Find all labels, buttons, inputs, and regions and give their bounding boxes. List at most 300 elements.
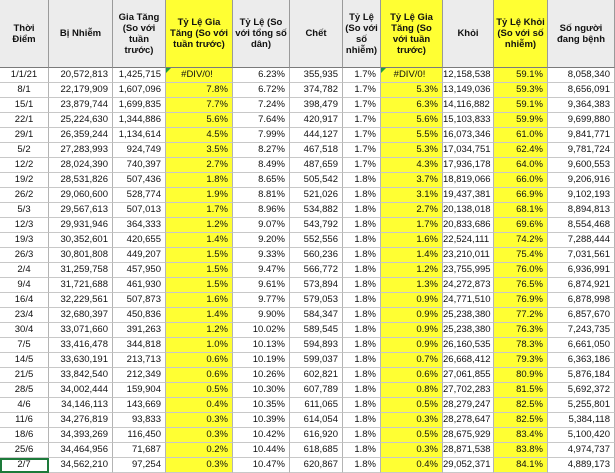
column-header-death-rate[interactable]: Tỷ Lệ (So với số nhiễm) [343, 0, 381, 68]
cell-population-rate[interactable]: 10.19% [233, 353, 290, 368]
cell-deaths[interactable]: 589,545 [290, 323, 343, 338]
cell-time[interactable]: 12/3 [0, 218, 49, 233]
cell-increase-rate[interactable]: 7.8% [166, 83, 233, 98]
cell-infected[interactable]: 29,060,600 [49, 188, 113, 203]
cell-time[interactable]: 19/3 [0, 233, 49, 248]
cell-recovered[interactable]: 22,524,111 [443, 233, 494, 248]
cell-population-rate[interactable]: 10.35% [233, 398, 290, 413]
cell-population-rate[interactable]: 9.33% [233, 248, 290, 263]
cell-active-cases[interactable]: 5,692,372 [548, 383, 615, 398]
cell-recovery-rate[interactable]: 69.6% [494, 218, 548, 233]
cell-infected[interactable]: 34,393,269 [49, 428, 113, 443]
cell-increase[interactable]: 391,263 [113, 323, 166, 338]
cell-deaths[interactable]: 444,127 [290, 128, 343, 143]
cell-increase[interactable]: 93,833 [113, 413, 166, 428]
cell-increase-rate[interactable]: 0.6% [166, 368, 233, 383]
cell-increase-rate[interactable]: 1.9% [166, 188, 233, 203]
cell-recovered[interactable]: 27,702,283 [443, 383, 494, 398]
cell-deaths[interactable]: 620,867 [290, 458, 343, 473]
cell-deaths[interactable]: 543,792 [290, 218, 343, 233]
cell-time[interactable]: 5/3 [0, 203, 49, 218]
cell-increase-rate[interactable]: 0.2% [166, 443, 233, 458]
cell-deaths[interactable]: 594,893 [290, 338, 343, 353]
cell-recovered[interactable]: 28,871,538 [443, 443, 494, 458]
cell-active-cases[interactable]: 6,874,921 [548, 278, 615, 293]
cell-increase[interactable]: 143,669 [113, 398, 166, 413]
cell-recovered[interactable]: 24,272,873 [443, 278, 494, 293]
cell-infected[interactable]: 22,179,909 [49, 83, 113, 98]
cell-recovery-rate[interactable]: 83.8% [494, 443, 548, 458]
cell-death-rate[interactable]: 1.8% [343, 308, 381, 323]
cell-infected[interactable]: 28,024,390 [49, 158, 113, 173]
cell-active-cases[interactable]: 9,699,880 [548, 113, 615, 128]
cell-time[interactable]: 21/5 [0, 368, 49, 383]
cell-active-cases[interactable]: 8,894,813 [548, 203, 615, 218]
cell-deaths[interactable]: 618,685 [290, 443, 343, 458]
cell-death-increase-rate[interactable]: 0.4% [381, 458, 443, 473]
cell-active-cases[interactable]: 5,876,184 [548, 368, 615, 383]
cell-deaths[interactable]: 566,772 [290, 263, 343, 278]
column-header-increase[interactable]: Gia Tăng (So với tuần trước) [113, 0, 166, 68]
cell-infected[interactable]: 30,352,601 [49, 233, 113, 248]
cell-recovery-rate[interactable]: 66.0% [494, 173, 548, 188]
cell-deaths[interactable]: 579,053 [290, 293, 343, 308]
cell-time[interactable]: 15/1 [0, 98, 49, 113]
cell-increase-rate[interactable]: 0.3% [166, 428, 233, 443]
cell-infected[interactable]: 20,572,813 [49, 68, 113, 83]
cell-increase[interactable]: 461,930 [113, 278, 166, 293]
cell-death-rate[interactable]: 1.7% [343, 128, 381, 143]
cell-time[interactable]: 23/4 [0, 308, 49, 323]
cell-recovery-rate[interactable]: 76.9% [494, 293, 548, 308]
cell-death-increase-rate[interactable]: 5.3% [381, 83, 443, 98]
cell-death-rate[interactable]: 1.8% [343, 398, 381, 413]
cell-increase[interactable]: 507,436 [113, 173, 166, 188]
cell-active-cases[interactable]: 6,857,670 [548, 308, 615, 323]
cell-population-rate[interactable]: 8.81% [233, 188, 290, 203]
cell-deaths[interactable]: 355,935 [290, 68, 343, 83]
cell-population-rate[interactable]: 8.65% [233, 173, 290, 188]
cell-increase[interactable]: 420,655 [113, 233, 166, 248]
cell-time[interactable]: 25/6 [0, 443, 49, 458]
cell-population-rate[interactable]: 10.02% [233, 323, 290, 338]
cell-death-increase-rate[interactable]: 0.9% [381, 308, 443, 323]
cell-death-increase-rate[interactable]: 3.1% [381, 188, 443, 203]
cell-time[interactable]: 22/1 [0, 113, 49, 128]
cell-deaths[interactable]: 467,518 [290, 143, 343, 158]
cell-recovery-rate[interactable]: 84.1% [494, 458, 548, 473]
cell-increase[interactable]: 528,774 [113, 188, 166, 203]
cell-recovery-rate[interactable]: 68.1% [494, 203, 548, 218]
cell-time[interactable]: 14/5 [0, 353, 49, 368]
cell-recovered[interactable]: 13,149,036 [443, 83, 494, 98]
cell-infected[interactable]: 34,464,956 [49, 443, 113, 458]
cell-increase[interactable]: 364,333 [113, 218, 166, 233]
cell-active-cases[interactable]: 4,974,737 [548, 443, 615, 458]
cell-increase[interactable]: 212,349 [113, 368, 166, 383]
cell-infected[interactable]: 32,680,397 [49, 308, 113, 323]
cell-active-cases[interactable]: 6,363,186 [548, 353, 615, 368]
cell-increase[interactable]: 71,687 [113, 443, 166, 458]
cell-time[interactable]: 8/1 [0, 83, 49, 98]
cell-increase-rate[interactable]: 1.7% [166, 203, 233, 218]
cell-population-rate[interactable]: 10.39% [233, 413, 290, 428]
cell-deaths[interactable]: 534,882 [290, 203, 343, 218]
cell-infected[interactable]: 29,567,613 [49, 203, 113, 218]
cell-infected[interactable]: 34,146,113 [49, 398, 113, 413]
cell-increase-rate[interactable]: 1.5% [166, 278, 233, 293]
cell-population-rate[interactable]: 8.96% [233, 203, 290, 218]
cell-infected[interactable]: 32,229,561 [49, 293, 113, 308]
cell-recovered[interactable]: 26,160,535 [443, 338, 494, 353]
cell-infected[interactable]: 34,002,444 [49, 383, 113, 398]
cell-death-rate[interactable]: 1.7% [343, 113, 381, 128]
column-header-population-rate[interactable]: Tỷ Lệ (So với tổng số dân) [233, 0, 290, 68]
cell-recovery-rate[interactable]: 82.5% [494, 413, 548, 428]
cell-deaths[interactable]: 599,037 [290, 353, 343, 368]
cell-recovery-rate[interactable]: 74.2% [494, 233, 548, 248]
cell-time[interactable]: 7/5 [0, 338, 49, 353]
cell-recovered[interactable]: 27,061,855 [443, 368, 494, 383]
cell-infected[interactable]: 26,359,244 [49, 128, 113, 143]
cell-death-increase-rate[interactable]: 1.4% [381, 248, 443, 263]
cell-time[interactable]: 4/6 [0, 398, 49, 413]
cell-population-rate[interactable]: 8.27% [233, 143, 290, 158]
cell-increase[interactable]: 507,873 [113, 293, 166, 308]
cell-active-cases[interactable]: 8,656,091 [548, 83, 615, 98]
cell-death-increase-rate[interactable]: 0.7% [381, 353, 443, 368]
cell-recovery-rate[interactable]: 76.5% [494, 278, 548, 293]
cell-time[interactable]: 2/4 [0, 263, 49, 278]
cell-increase[interactable]: 213,713 [113, 353, 166, 368]
cell-population-rate[interactable]: 9.20% [233, 233, 290, 248]
cell-increase-rate[interactable]: 1.5% [166, 263, 233, 278]
cell-recovery-rate[interactable]: 81.5% [494, 383, 548, 398]
cell-increase[interactable]: 450,836 [113, 308, 166, 323]
cell-population-rate[interactable]: 6.23% [233, 68, 290, 83]
cell-active-cases[interactable]: 6,878,998 [548, 293, 615, 308]
cell-population-rate[interactable]: 7.24% [233, 98, 290, 113]
cell-increase-rate[interactable]: 1.8% [166, 173, 233, 188]
cell-infected[interactable]: 25,224,630 [49, 113, 113, 128]
cell-recovered[interactable]: 17,936,178 [443, 158, 494, 173]
cell-increase-rate[interactable]: 1.2% [166, 218, 233, 233]
cell-time[interactable]: 2/7 [0, 458, 49, 473]
cell-time[interactable]: 26/3 [0, 248, 49, 263]
cell-recovery-rate[interactable]: 62.4% [494, 143, 548, 158]
cell-death-rate[interactable]: 1.8% [343, 293, 381, 308]
cell-death-rate[interactable]: 1.8% [343, 383, 381, 398]
cell-recovered[interactable]: 24,771,510 [443, 293, 494, 308]
cell-death-rate[interactable]: 1.8% [343, 413, 381, 428]
cell-recovery-rate[interactable]: 59.3% [494, 83, 548, 98]
cell-time[interactable]: 1/1/21 [0, 68, 49, 83]
cell-recovered[interactable]: 23,755,995 [443, 263, 494, 278]
cell-recovery-rate[interactable]: 82.5% [494, 398, 548, 413]
cell-death-rate[interactable]: 1.7% [343, 158, 381, 173]
cell-deaths[interactable]: 505,542 [290, 173, 343, 188]
cell-recovery-rate[interactable]: 59.1% [494, 68, 548, 83]
cell-population-rate[interactable]: 7.99% [233, 128, 290, 143]
cell-deaths[interactable]: 573,894 [290, 278, 343, 293]
cell-death-rate[interactable]: 1.8% [343, 428, 381, 443]
cell-recovery-rate[interactable]: 59.9% [494, 113, 548, 128]
cell-increase-rate[interactable]: 1.0% [166, 338, 233, 353]
cell-recovery-rate[interactable]: 61.0% [494, 128, 548, 143]
cell-active-cases[interactable]: 7,031,561 [548, 248, 615, 263]
cell-increase[interactable]: 740,397 [113, 158, 166, 173]
cell-population-rate[interactable]: 9.77% [233, 293, 290, 308]
cell-death-rate[interactable]: 1.8% [343, 368, 381, 383]
cell-recovery-rate[interactable]: 59.1% [494, 98, 548, 113]
cell-death-increase-rate[interactable]: 0.3% [381, 443, 443, 458]
cell-death-increase-rate[interactable]: 4.3% [381, 158, 443, 173]
cell-active-cases[interactable]: 9,102,193 [548, 188, 615, 203]
cell-death-increase-rate[interactable]: 3.7% [381, 173, 443, 188]
cell-death-rate[interactable]: 1.7% [343, 83, 381, 98]
cell-death-rate[interactable]: 1.7% [343, 143, 381, 158]
cell-infected[interactable]: 30,801,808 [49, 248, 113, 263]
cell-increase[interactable]: 1,699,835 [113, 98, 166, 113]
cell-time[interactable]: 9/4 [0, 278, 49, 293]
cell-recovered[interactable]: 19,437,381 [443, 188, 494, 203]
cell-increase-rate[interactable]: 4.5% [166, 128, 233, 143]
cell-recovery-rate[interactable]: 64.0% [494, 158, 548, 173]
cell-death-increase-rate[interactable]: 6.3% [381, 98, 443, 113]
cell-recovered[interactable]: 17,034,751 [443, 143, 494, 158]
cell-death-increase-rate[interactable]: 0.9% [381, 338, 443, 353]
cell-recovered[interactable]: 26,668,412 [443, 353, 494, 368]
cell-infected[interactable]: 28,531,826 [49, 173, 113, 188]
cell-death-rate[interactable]: 1.8% [343, 188, 381, 203]
cell-population-rate[interactable]: 9.90% [233, 308, 290, 323]
cell-deaths[interactable]: 616,920 [290, 428, 343, 443]
cell-recovery-rate[interactable]: 79.3% [494, 353, 548, 368]
cell-infected[interactable]: 33,416,478 [49, 338, 113, 353]
cell-recovery-rate[interactable]: 83.4% [494, 428, 548, 443]
cell-death-rate[interactable]: 1.8% [343, 173, 381, 188]
cell-death-increase-rate[interactable]: 5.6% [381, 113, 443, 128]
cell-deaths[interactable]: 487,659 [290, 158, 343, 173]
cell-increase[interactable]: 457,950 [113, 263, 166, 278]
cell-active-cases[interactable]: 9,600,553 [548, 158, 615, 173]
cell-death-rate[interactable]: 1.8% [343, 323, 381, 338]
cell-infected[interactable]: 33,630,191 [49, 353, 113, 368]
cell-recovered[interactable]: 28,279,247 [443, 398, 494, 413]
cell-death-increase-rate[interactable]: 0.5% [381, 428, 443, 443]
cell-increase[interactable]: 507,013 [113, 203, 166, 218]
cell-active-cases[interactable]: 5,100,420 [548, 428, 615, 443]
cell-deaths[interactable]: 602,821 [290, 368, 343, 383]
cell-time[interactable]: 18/6 [0, 428, 49, 443]
cell-death-rate[interactable]: 1.8% [343, 248, 381, 263]
cell-active-cases[interactable]: 9,841,771 [548, 128, 615, 143]
cell-recovered[interactable]: 28,675,929 [443, 428, 494, 443]
cell-active-cases[interactable]: 4,889,173 [548, 458, 615, 473]
cell-deaths[interactable]: 521,026 [290, 188, 343, 203]
cell-recovery-rate[interactable]: 66.9% [494, 188, 548, 203]
cell-population-rate[interactable]: 9.61% [233, 278, 290, 293]
cell-active-cases[interactable]: 7,288,444 [548, 233, 615, 248]
cell-active-cases[interactable]: 5,255,801 [548, 398, 615, 413]
column-header-recovered[interactable]: Khỏi [443, 0, 494, 68]
cell-recovered[interactable]: 29,052,371 [443, 458, 494, 473]
cell-recovery-rate[interactable]: 78.3% [494, 338, 548, 353]
cell-increase-rate[interactable]: 0.3% [166, 413, 233, 428]
column-header-active-cases[interactable]: Số người đang bệnh [548, 0, 615, 68]
cell-death-rate[interactable]: 1.8% [343, 203, 381, 218]
cell-death-rate[interactable]: 1.7% [343, 98, 381, 113]
cell-recovered[interactable]: 14,116,882 [443, 98, 494, 113]
cell-active-cases[interactable]: 6,661,050 [548, 338, 615, 353]
cell-increase-rate[interactable]: 7.7% [166, 98, 233, 113]
cell-increase[interactable]: 1,425,715 [113, 68, 166, 83]
cell-increase[interactable]: 97,254 [113, 458, 166, 473]
cell-recovery-rate[interactable]: 77.2% [494, 308, 548, 323]
cell-recovered[interactable]: 20,833,686 [443, 218, 494, 233]
cell-infected[interactable]: 23,879,744 [49, 98, 113, 113]
cell-death-increase-rate[interactable]: 0.9% [381, 293, 443, 308]
cell-recovery-rate[interactable]: 80.9% [494, 368, 548, 383]
cell-active-cases[interactable]: 7,243,735 [548, 323, 615, 338]
cell-time[interactable]: 26/2 [0, 188, 49, 203]
cell-death-increase-rate[interactable]: 0.9% [381, 323, 443, 338]
cell-death-increase-rate[interactable]: 0.3% [381, 413, 443, 428]
cell-death-increase-rate[interactable]: 2.7% [381, 203, 443, 218]
cell-increase-rate[interactable]: 1.4% [166, 308, 233, 323]
cell-time[interactable]: 28/5 [0, 383, 49, 398]
cell-death-rate[interactable]: 1.8% [343, 338, 381, 353]
cell-population-rate[interactable]: 10.47% [233, 458, 290, 473]
column-header-time[interactable]: Thời Điểm [0, 0, 49, 68]
cell-population-rate[interactable]: 10.26% [233, 368, 290, 383]
cell-increase[interactable]: 159,904 [113, 383, 166, 398]
cell-recovery-rate[interactable]: 75.4% [494, 248, 548, 263]
cell-active-cases[interactable]: 6,936,991 [548, 263, 615, 278]
cell-increase-rate[interactable]: 2.7% [166, 158, 233, 173]
cell-population-rate[interactable]: 6.72% [233, 83, 290, 98]
cell-time[interactable]: 19/2 [0, 173, 49, 188]
cell-death-rate[interactable]: 1.8% [343, 353, 381, 368]
cell-increase-rate[interactable]: 1.2% [166, 323, 233, 338]
cell-active-cases[interactable]: 5,384,118 [548, 413, 615, 428]
cell-death-increase-rate[interactable]: 5.5% [381, 128, 443, 143]
cell-death-increase-rate[interactable]: #DIV/0! [381, 68, 443, 83]
cell-increase[interactable]: 344,818 [113, 338, 166, 353]
cell-infected[interactable]: 33,071,660 [49, 323, 113, 338]
cell-death-rate[interactable]: 1.8% [343, 233, 381, 248]
cell-time[interactable]: 30/4 [0, 323, 49, 338]
cell-increase[interactable]: 116,450 [113, 428, 166, 443]
cell-increase-rate[interactable]: 1.6% [166, 293, 233, 308]
cell-death-rate[interactable]: 1.8% [343, 443, 381, 458]
cell-recovered[interactable]: 20,138,018 [443, 203, 494, 218]
cell-deaths[interactable]: 374,782 [290, 83, 343, 98]
cell-time[interactable]: 11/6 [0, 413, 49, 428]
cell-population-rate[interactable]: 9.07% [233, 218, 290, 233]
cell-recovered[interactable]: 15,103,833 [443, 113, 494, 128]
cell-death-increase-rate[interactable]: 1.7% [381, 218, 443, 233]
cell-deaths[interactable]: 560,236 [290, 248, 343, 263]
cell-time[interactable]: 16/4 [0, 293, 49, 308]
cell-increase-rate[interactable]: 0.6% [166, 353, 233, 368]
cell-time[interactable]: 5/2 [0, 143, 49, 158]
cell-deaths[interactable]: 611,065 [290, 398, 343, 413]
cell-population-rate[interactable]: 10.44% [233, 443, 290, 458]
column-header-recovery-rate[interactable]: Tỷ Lệ Khỏi (So với số nhiễm) [494, 0, 548, 68]
cell-infected[interactable]: 27,283,993 [49, 143, 113, 158]
cell-recovered[interactable]: 25,238,380 [443, 308, 494, 323]
cell-deaths[interactable]: 614,054 [290, 413, 343, 428]
cell-death-rate[interactable]: 1.8% [343, 218, 381, 233]
cell-infected[interactable]: 34,276,819 [49, 413, 113, 428]
cell-death-increase-rate[interactable]: 0.6% [381, 368, 443, 383]
cell-time[interactable]: 12/2 [0, 158, 49, 173]
cell-increase-rate[interactable]: 5.6% [166, 113, 233, 128]
cell-death-rate[interactable]: 1.8% [343, 278, 381, 293]
column-header-infected[interactable]: Bị Nhiễm [49, 0, 113, 68]
cell-recovered[interactable]: 16,073,346 [443, 128, 494, 143]
cell-increase-rate[interactable]: 0.3% [166, 458, 233, 473]
cell-death-increase-rate[interactable]: 0.8% [381, 383, 443, 398]
cell-infected[interactable]: 31,721,688 [49, 278, 113, 293]
cell-recovery-rate[interactable]: 76.0% [494, 263, 548, 278]
cell-population-rate[interactable]: 8.49% [233, 158, 290, 173]
cell-infected[interactable]: 31,259,758 [49, 263, 113, 278]
cell-population-rate[interactable]: 7.64% [233, 113, 290, 128]
cell-recovered[interactable]: 23,210,011 [443, 248, 494, 263]
cell-death-increase-rate[interactable]: 5.3% [381, 143, 443, 158]
cell-death-increase-rate[interactable]: 1.6% [381, 233, 443, 248]
cell-active-cases[interactable]: 8,058,340 [548, 68, 615, 83]
cell-increase[interactable]: 1,134,614 [113, 128, 166, 143]
column-header-deaths[interactable]: Chết [290, 0, 343, 68]
cell-death-increase-rate[interactable]: 1.2% [381, 263, 443, 278]
cell-infected[interactable]: 34,562,210 [49, 458, 113, 473]
cell-increase[interactable]: 1,607,096 [113, 83, 166, 98]
cell-recovered[interactable]: 18,819,066 [443, 173, 494, 188]
cell-increase-rate[interactable]: 1.5% [166, 248, 233, 263]
cell-death-rate[interactable]: 1.7% [343, 68, 381, 83]
column-header-increase-rate[interactable]: Tỷ Lệ Gia Tăng (So với tuần trước) [166, 0, 233, 68]
cell-deaths[interactable]: 607,789 [290, 383, 343, 398]
cell-increase-rate[interactable]: 0.5% [166, 383, 233, 398]
cell-recovered[interactable]: 12,158,538 [443, 68, 494, 83]
cell-population-rate[interactable]: 10.13% [233, 338, 290, 353]
cell-deaths[interactable]: 420,917 [290, 113, 343, 128]
cell-increase[interactable]: 924,749 [113, 143, 166, 158]
cell-death-increase-rate[interactable]: 0.5% [381, 398, 443, 413]
cell-increase-rate[interactable]: 0.4% [166, 398, 233, 413]
cell-active-cases[interactable]: 9,206,916 [548, 173, 615, 188]
cell-increase[interactable]: 449,207 [113, 248, 166, 263]
cell-deaths[interactable]: 398,479 [290, 98, 343, 113]
cell-active-cases[interactable]: 9,781,724 [548, 143, 615, 158]
cell-recovery-rate[interactable]: 76.3% [494, 323, 548, 338]
cell-death-increase-rate[interactable]: 1.3% [381, 278, 443, 293]
cell-infected[interactable]: 33,842,540 [49, 368, 113, 383]
cell-population-rate[interactable]: 10.42% [233, 428, 290, 443]
cell-increase-rate[interactable]: 3.5% [166, 143, 233, 158]
cell-death-rate[interactable]: 1.8% [343, 263, 381, 278]
cell-increase-rate[interactable]: 1.4% [166, 233, 233, 248]
cell-recovered[interactable]: 25,238,380 [443, 323, 494, 338]
cell-population-rate[interactable]: 10.30% [233, 383, 290, 398]
cell-infected[interactable]: 29,931,946 [49, 218, 113, 233]
cell-recovered[interactable]: 28,278,647 [443, 413, 494, 428]
cell-increase-rate[interactable]: #DIV/0! [166, 68, 233, 83]
cell-time[interactable]: 29/1 [0, 128, 49, 143]
